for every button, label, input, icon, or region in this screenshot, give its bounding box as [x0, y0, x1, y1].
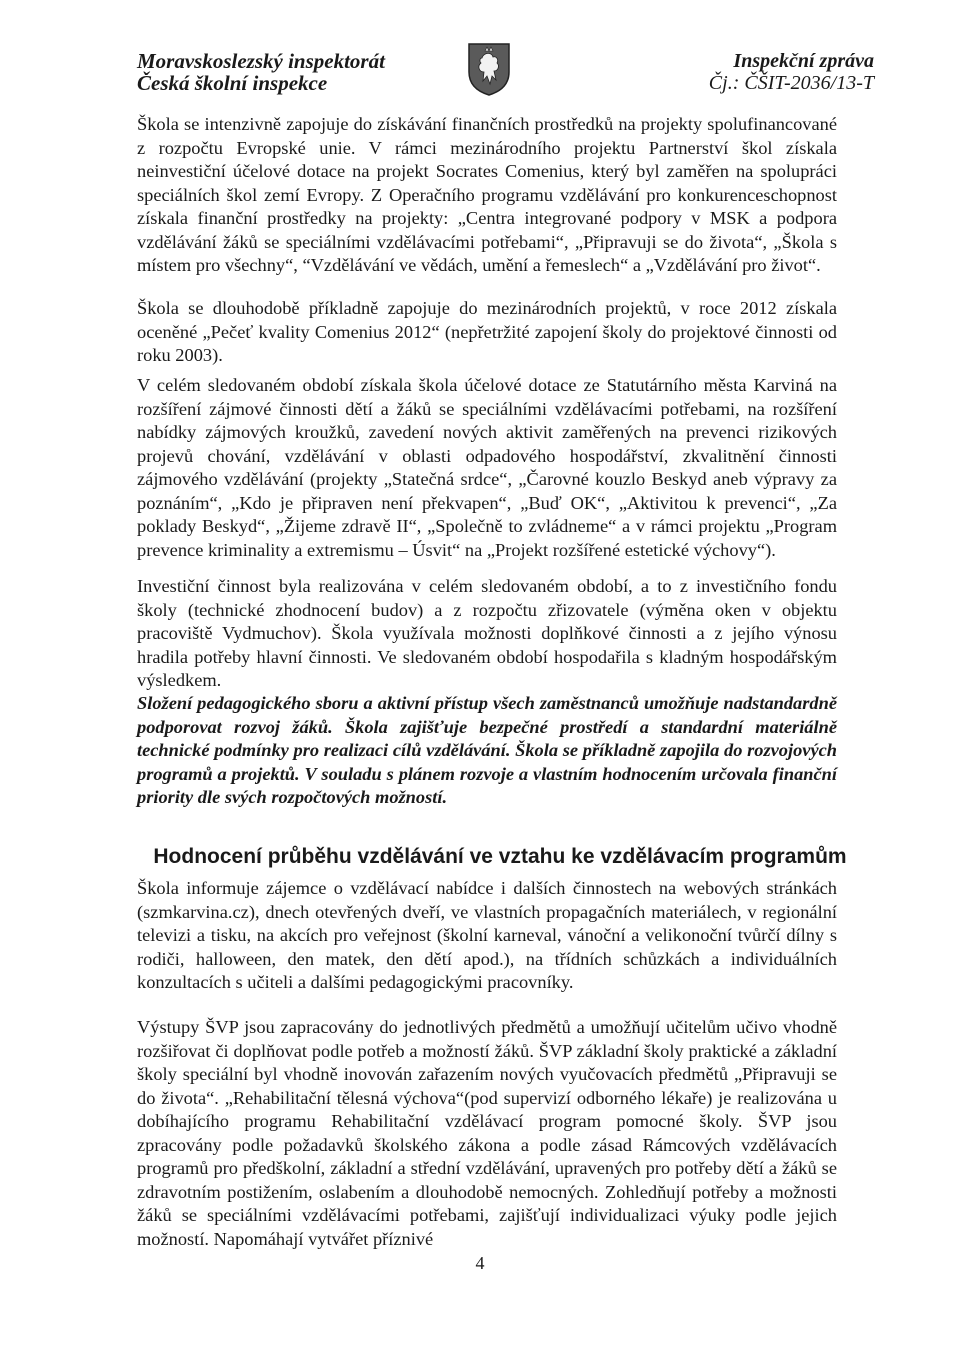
reference-number: Čj.: ČŠIT-2036/13-T — [708, 72, 874, 94]
paragraph-svp — [137, 1016, 837, 1251]
paragraph-text: Škola se dlouhodobě příkladně zapojuje do mezinárodních projektů, v roce 2012 získala oceněné „Pečeť kvality Comenius 2012“ (nepřetržité zapojení školy do projektové činnosti od roku 2003). — [137, 298, 837, 365]
paragraph-investment — [137, 575, 837, 693]
paragraph-international-projects — [137, 297, 837, 368]
paragraph-text: Investiční činnost byla realizována v celém sledovaném období, a to z investičního fondu školy (technické zhodnocení budov) a z rozpočtu zřizovatele (výměna oken v objektu pracoviště Vydmuchov). Škola využívala možnosti doplňkové činnosti a z jejího výnosu hradila potřeby hlavní činnosti. Ve sledovaném období hospodařila s kladným hospodářským výsledkem. — [137, 576, 837, 690]
paragraph-text: Výstupy ŠVP jsou zapracovány do jednotlivých předmětů a umožňují učitelům učivo vhodně rozšiřovat či doplňovat podle potřeb a možností žáků. ŠVP základní školy praktické a základní školy speciální byl vhodně inovován zařazením nových vyučovacích předmětů „Připravuji se do života“. „Rehabilitační tělesná výchova“(pod supervizí odborného lékaře) je realizována u dobíhajícího programu Rehabilitační vzdělávací program pomocné školy. ŠVP jsou zpracovány podle požadavků školského zákona a podle zásad Rámcových vzdělávacích programů pro předškolní, základní a střední vzdělávání, upravených pro potřeby dětí a žáků se zdravotním postižením, oslabením a dlouhodobě nemocných. Zohledňují potřeby a možnosti žáků se speciálními vzdělávacími potřebami, zajišťují individualizaci výuky podle jejich možností. Napomáhají vytvářet příznivé — [137, 1017, 837, 1249]
paragraph-text: Škola informuje zájemce o vzdělávací nabídce i dalších činnostech na webových stránkách (szmkarvina.cz), dnech otevřených dveří, ve vlastních propagačních materiálech, v regionální televizi a tisku, na akcích pro veřejnost (školní karneval, vánoční a velikonoční tvůrčí dílny s rodiči, halloween, den matek, den dětí apod.), na třídních schůzkách a individuálních konzultacích s učiteli a dalšími pedagogickými pracovníky. — [137, 878, 837, 992]
inspectorate-name: Moravskoslezský inspektorát — [137, 49, 385, 73]
paragraph-city-grants — [137, 374, 837, 562]
state-emblem-icon — [466, 42, 512, 96]
paragraph-text: Škola se intenzivně zapojuje do získávání finančních prostředků na projekty spolufinancované z rozpočtu Evropské unie. V rámci mezinárodního projektu Partnerství škol získala neinvestiční účelové dotace na projekt Socrates Comenius, který byl zaměřen na spolupráci speciálních škol zemí Evropy. Z Operačního programu vzdělávání pro konkurenceschopnost získala finanční prostředky na projekty: „Centra integrované podpory v MSK a podpora vzdělávání žáků se speciálními vzdělávacími potřebami“, „Připravuji se do života“, „Škola s místem pro všechny“, “Vzdělávání ve vědách, umění a řemeslech“ a „Vzdělávání pro život“. — [137, 114, 837, 275]
report-type: Inspekční zpráva — [733, 50, 874, 72]
paragraph-information — [137, 877, 837, 995]
paragraph-summary — [137, 692, 837, 810]
section-title: Hodnocení průběhu vzdělávání ve vztahu ke vzdělávacím programům — [153, 845, 847, 868]
institution-name: Česká školní inspekce — [137, 71, 328, 95]
paragraph-text: V celém sledovaném období získala škola účelové dotace ze Statutárního města Karviná na rozšíření zájmové činnosti dětí a žáků se speciálními vzdělávacími potřebami, na rozšíření nabídky zájmových kroužků, zavedení nových aktivit zaměřených na prevenci rizikových projevů chování, vzdělávání v oblasti odpadového hospodářství, zkvalitnění činnosti zájmového vzdělávání (projekty „Statečná srdce“, „Čarovné kouzlo Beskyd aneb výpravy za poznáním“, „Kdo je připraven není překvapen“, „Buď OK“, „Aktivitou k prevenci“, „Za poklady Beskyd“, „Žijeme zdravě II“, „Společně to zvládneme“ a v rámci projektu „Program prevence kriminality a extremismu – Úsvit“ na „Projekt rozšířené estetické výchovy“). — [137, 375, 837, 560]
summary-text: Složení pedagogického sboru a aktivní přístup všech zaměstnanců umožňuje nadstandardně podporovat rozvoj žáků. Škola zajišťuje bezpečné prostředí a standardní materiálně technické podmínky pro realizaci cílů vzdělávání. Škola se příkladně zapojila do rozvojových programů a projektů. V souladu s plánem rozvoje a vlastním hodnocením určovala finanční priority dle svých rozpočtových možností. — [137, 693, 837, 807]
page-number: 4 — [475, 1253, 485, 1273]
header-right — [614, 50, 874, 94]
section-heading — [150, 844, 850, 870]
header-left — [137, 50, 457, 94]
paragraph-eu-funding — [137, 113, 837, 278]
